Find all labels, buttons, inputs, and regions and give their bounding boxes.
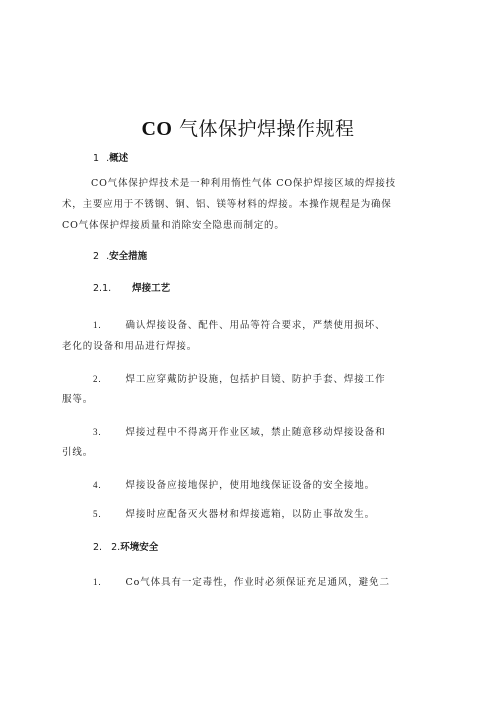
list-item [93, 575, 390, 590]
list-item-text: Co气体具有一定毒性，作业时必须保证充足通风，避免二 [125, 577, 390, 588]
subsection-2-1-label: 焊接工艺 [132, 283, 171, 294]
list-item-number: 1. [93, 320, 102, 330]
list-item-number: 3. [93, 427, 102, 437]
intro-line-2: 术，主要应用于不锈钢、铜、铝、镁等材料的焊接。本操作规程是为确保 [62, 199, 392, 210]
subsection-2-1-number: 2.1. [93, 283, 112, 294]
section-2-separator: . [106, 251, 110, 262]
title-text: 气体保护焊操作规程 [179, 118, 355, 140]
subsection-2-2-number: 2. [93, 542, 103, 553]
subsection-2-1-heading [93, 282, 170, 296]
intro-line-3: CO气体保护焊接质量和消除安全隐患而制定的。 [62, 220, 285, 231]
document-title [0, 114, 496, 141]
subsection-2-2-number-2: 2. [111, 542, 121, 553]
section-2-label: 安全措施 [109, 251, 148, 262]
list-item-text: 焊接设备应接地保护，使用地线保证设备的安全接地。 [125, 480, 376, 491]
list-item-number: 2. [93, 374, 102, 384]
list-item-text: 焊接时应配备灭火器材和焊接遮箱，以防止事故发生。 [125, 509, 376, 520]
section-1-number: 1 [93, 153, 100, 164]
list-item-number: 5. [93, 509, 102, 519]
section-1-heading [93, 152, 128, 166]
subsection-2-2-heading [93, 541, 158, 555]
list-item-continuation: 老化的设备和用品进行焊接。 [62, 341, 198, 352]
intro-line-1: CO气体保护焊技术是一种利用惰性气体 CO保护焊接区域的焊接技 [91, 178, 396, 189]
section-2-heading [93, 250, 147, 264]
list-item [93, 425, 386, 440]
list-item-continuation: 引线。 [62, 447, 94, 458]
list-item-text: 焊接过程中不得离开作业区域，禁止随意移动焊接设备和 [125, 427, 386, 438]
list-item [93, 507, 375, 522]
list-item [93, 372, 386, 387]
title-prefix: CO [141, 118, 173, 140]
subsection-2-2-label: 环境安全 [120, 542, 159, 553]
list-item-continuation: 服等。 [62, 394, 94, 405]
section-2-number: 2 [93, 251, 100, 262]
list-item-text: 确认焊接设备、配件、用品等符合要求，严禁使用损坏、 [125, 320, 386, 331]
section-1-label: 概述 [109, 153, 129, 164]
list-item [93, 478, 375, 493]
section-1-separator: . [106, 153, 110, 164]
list-item-number: 4. [93, 480, 102, 490]
list-item [93, 318, 386, 333]
list-item-number: 1. [93, 577, 102, 587]
list-item-text: 焊工应穿戴防护设施，包括护目镜、防护手套、焊接工作 [125, 374, 386, 385]
